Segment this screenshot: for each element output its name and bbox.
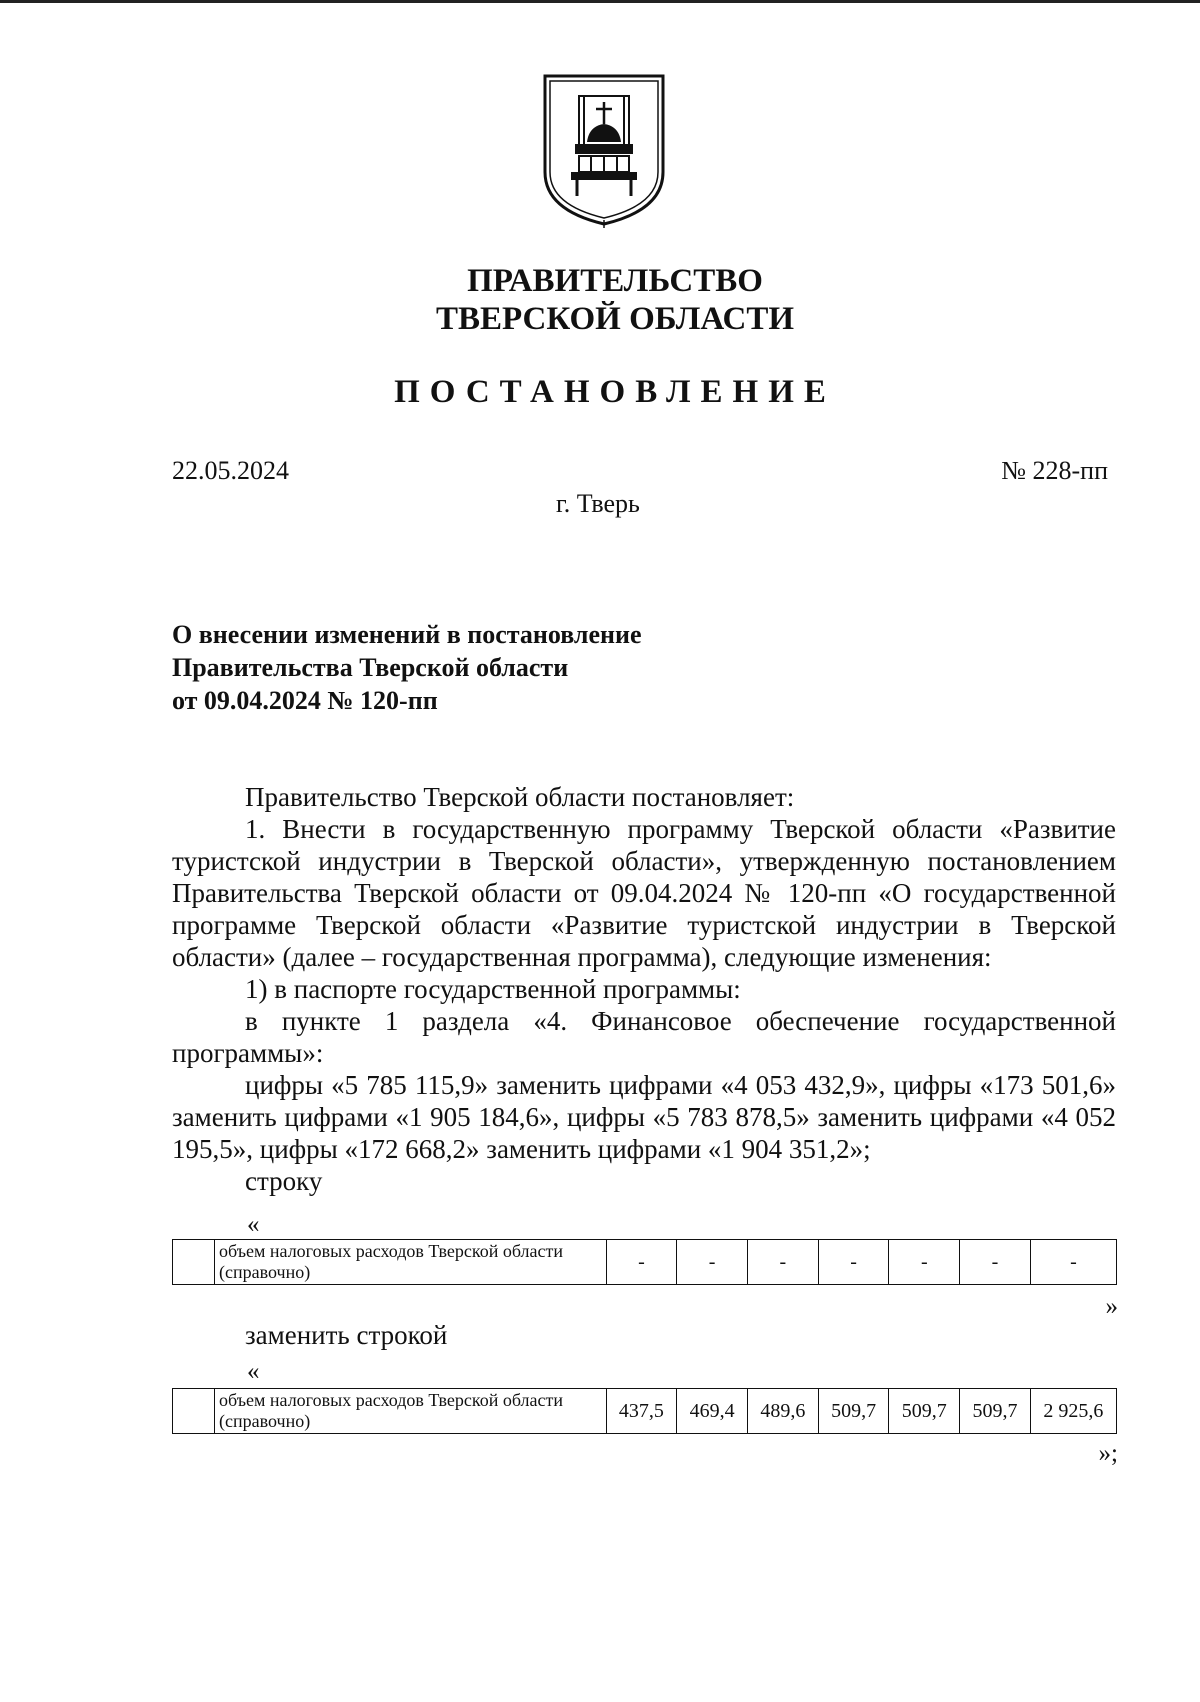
body-paragraph-4: в пункте 1 раздела «4. Финансовое обеспечение государственной программы»: (172, 1006, 1116, 1068)
table-cell-blank (173, 1389, 215, 1434)
new-row-table (172, 1388, 1117, 1434)
row-value: - (889, 1240, 960, 1285)
body-paragraph-2: 1. Внести в государственную программу Тверской области «Развитие туристской индустрии в Тверской области», утвержденную постановлением Правительства Тверской области от 09.04.2024 № 120-пп «О государственной программе Тверской области «Развитие туристской индустрии в Тверской области» (далее – государственная программа), следующие изменения: (172, 814, 1116, 972)
row-value: 509,7 (889, 1389, 960, 1434)
subject-line3: от 09.04.2024 № 120-пп (172, 686, 438, 715)
tver-coat-of-arms-icon (541, 72, 667, 228)
row-value: - (677, 1240, 748, 1285)
document-date: 22.05.2024 (172, 456, 289, 485)
table-row (173, 1389, 1117, 1434)
row-label: объем налоговых расходов Тверской области (справочно) (215, 1389, 607, 1434)
document-type: ПОСТАНОВЛЕНИЕ (394, 374, 836, 410)
subject-line2: Правительства Тверской области (172, 653, 569, 682)
row-label: объем налоговых расходов Тверской области (справочно) (215, 1240, 607, 1285)
opening-quote-1: « (247, 1211, 260, 1238)
body-paragraph-1: Правительство Тверской области постановляет: (245, 782, 795, 812)
body-paragraph-3: 1) в паспорте государственной программы: (245, 974, 741, 1004)
subject-line1: О внесении изменений в постановление (172, 620, 642, 649)
replace-label: заменить строкой (245, 1320, 448, 1350)
row-value: - (960, 1240, 1031, 1285)
row-value: 489,6 (747, 1389, 818, 1434)
row-value: 2 925,6 (1030, 1389, 1116, 1434)
row-value: - (606, 1240, 677, 1285)
closing-quote-1: » (1105, 1293, 1118, 1320)
document-city: г. Тверь (556, 489, 640, 518)
row-value: 469,4 (677, 1389, 748, 1434)
row-value: - (747, 1240, 818, 1285)
scan-edge-line (0, 0, 1200, 3)
row-value: - (1030, 1240, 1116, 1285)
table-cell-blank (173, 1240, 215, 1285)
document-body (172, 781, 1116, 1197)
closing-quote-2: »; (1098, 1440, 1118, 1467)
row-value: 509,7 (960, 1389, 1031, 1434)
row-value: 437,5 (606, 1389, 677, 1434)
body-paragraph-5: цифры «5 785 115,9» заменить цифрами «4 053 432,9», цифры «173 501,6» заменить цифрами «1 905 184,6», цифры «5 783 878,5» заменить цифрами «4 052 195,5», цифры «172 668,2» заменить цифрами «1 904 351,2»; (172, 1070, 1116, 1164)
row-value: - (818, 1240, 889, 1285)
old-row-table (172, 1239, 1117, 1285)
document-subject (172, 618, 872, 717)
government-title-line1: ПРАВИТЕЛЬСТВО (467, 263, 763, 299)
body-paragraph-6: строку (245, 1166, 323, 1196)
opening-quote-2: « (247, 1358, 260, 1385)
table-row (173, 1240, 1117, 1285)
row-value: 509,7 (818, 1389, 889, 1434)
document-number: № 228-пп (1001, 456, 1108, 485)
government-title-line2: ТВЕРСКОЙ ОБЛАСТИ (435, 301, 795, 337)
